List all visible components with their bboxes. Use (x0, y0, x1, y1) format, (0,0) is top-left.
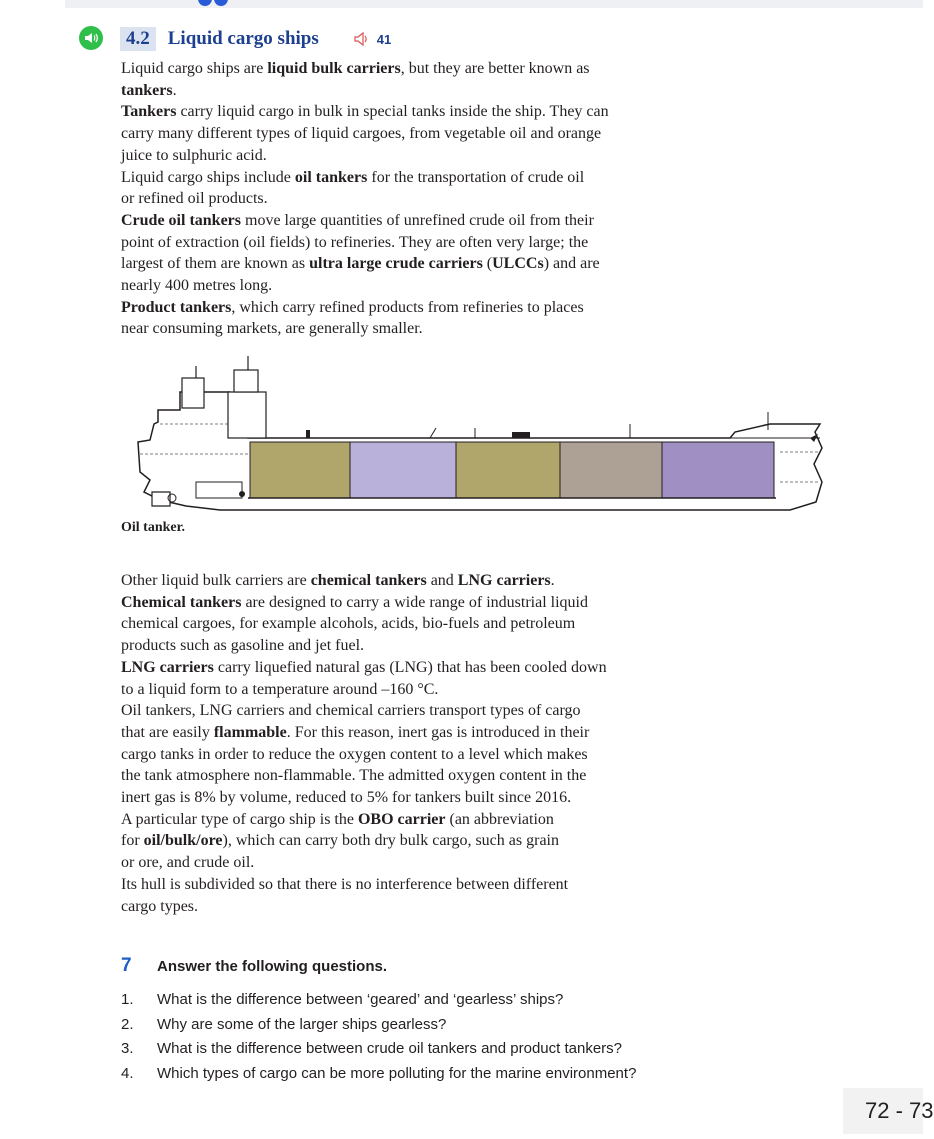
text-run: Oil tankers, LNG carriers and chemical carriers transport types of cargo (121, 702, 581, 720)
text-run: carry liquefied natural gas (LNG) that has been cooled down (213, 658, 607, 676)
section-heading (120, 26, 391, 52)
key-term: LNG carriers (121, 658, 214, 676)
text-run: nearly 400 metres long. (121, 277, 273, 295)
audio-track[interactable] (353, 32, 391, 47)
question-item (121, 1037, 641, 1062)
intro-paragraph (121, 167, 656, 210)
key-term: oil/bulk/ore (143, 832, 223, 850)
text-run: products such as gasoline and jet fuel. (121, 637, 365, 655)
text-run: to a liquid form to a temperature around –160 °C. (121, 680, 439, 698)
key-term: ultra large crude carriers (309, 255, 483, 273)
text-run: ( (482, 255, 493, 273)
intro-paragraph (121, 210, 656, 297)
exercise-heading (121, 955, 387, 977)
body-text (121, 570, 656, 917)
body2-paragraph (121, 657, 656, 700)
question-number: 1. (121, 991, 134, 1008)
key-term: flammable (213, 723, 287, 741)
section-number: 4.2 (120, 27, 156, 51)
text-run: are designed to carry a wide range of industrial liquid (241, 593, 588, 611)
text-run: that are easily (121, 723, 214, 741)
text-run: cargo tanks in order to reduce the oxygen content to a level which makes (121, 745, 588, 763)
text-run: near consuming markets, are generally smaller. (121, 320, 423, 338)
text-run: . For this reason, inert gas is introduced in their (286, 723, 590, 741)
nav-dot (214, 0, 228, 6)
key-term: OBO carrier (357, 810, 446, 828)
left-margin (0, 0, 65, 1139)
question-text: What is the difference between crude oil tankers and product tankers? (157, 1040, 622, 1057)
exercise-number: 7 (121, 955, 132, 976)
oil-tanker-figure (130, 352, 840, 518)
text-run: , which carry refined products from refineries to places (231, 298, 584, 316)
text-run: . (550, 572, 555, 589)
text-run: carry many different types of liquid cargoes, from vegetable oil and orange (121, 125, 602, 143)
text-run: inert gas is 8% by volume, reduced to 5% for tankers built since 2016. (121, 789, 572, 807)
text-run: Other liquid bulk carriers are (121, 572, 311, 589)
body2-paragraph (121, 570, 656, 592)
question-item (121, 1013, 641, 1038)
text-run: ), which can carry both dry bulk cargo, such as grain (222, 832, 559, 850)
text-run: Liquid cargo ships are (121, 60, 268, 77)
figure-caption: Oil tanker. (121, 520, 186, 535)
question-number: 4. (121, 1064, 134, 1082)
cargo-tank-4 (560, 442, 662, 498)
track-number: 41 (376, 31, 392, 47)
top-strip (0, 0, 923, 8)
text-run: carry liquid cargo in bulk in special tanks inside the ship. They can (176, 103, 609, 121)
text-run: or refined oil products. (121, 190, 268, 208)
cargo-tank-3 (456, 442, 560, 498)
body2-paragraph (121, 700, 656, 809)
exercise-title: Answer the following questions. (157, 958, 388, 975)
text-run: chemical cargoes, for example alcohols, acids, bio-fuels and petroleum (121, 615, 576, 633)
page-number: 72 - 73 (843, 1088, 923, 1134)
body2-paragraph (121, 592, 656, 657)
intro-paragraph (121, 297, 656, 340)
text-run: ) and are (543, 255, 600, 273)
question-item (121, 1062, 641, 1087)
cargo-tank-2 (350, 442, 456, 498)
cargo-tank-5 (662, 442, 774, 498)
text-run: Liquid cargo ships include (121, 168, 295, 186)
body2-paragraph (121, 874, 656, 917)
question-number: 2. (121, 1015, 134, 1033)
speaker-icon (84, 32, 98, 44)
text-run: largest of them are known as (121, 255, 310, 273)
cargo-tank-1 (250, 442, 350, 498)
text-run: (an abbreviation (445, 810, 554, 828)
key-term: Product tankers (121, 298, 232, 316)
text-run: move large quantities of unrefined crude oil from their (241, 211, 594, 229)
key-term: Tankers (121, 103, 177, 121)
question-list (121, 988, 641, 1086)
key-term: oil tankers (294, 168, 368, 186)
question-text: Why are some of the larger ships gearless? (157, 1015, 447, 1033)
intro-paragraph (121, 58, 656, 101)
key-term: LNG carriers (457, 572, 551, 589)
text-run: point of extraction (oil fields) to refineries. They are often very large; the (121, 233, 589, 251)
text-run: Its hull is subdivided so that there is no interference between different (121, 875, 569, 893)
key-term: Crude oil tankers (121, 211, 241, 229)
text-run: A particular type of cargo ship is the (121, 810, 358, 828)
body2-paragraph (121, 809, 656, 874)
question-text: What is the difference between ‘geared’ and ‘gearless’ ships? (157, 991, 564, 1008)
text-run: . (172, 81, 177, 99)
text-run: for (121, 832, 144, 850)
oil-tanker-illustration (130, 352, 840, 518)
section-title: Liquid cargo ships (167, 28, 319, 49)
key-term: chemical tankers (310, 572, 427, 589)
intro-text (121, 58, 656, 340)
key-term: Chemical tankers (121, 593, 242, 611)
key-term: liquid bulk carriers (267, 60, 401, 77)
audio-track-icon (353, 32, 371, 46)
text-run: or ore, and crude oil. (121, 854, 255, 872)
question-number: 3. (121, 1040, 134, 1057)
text-run: for the transportation of crude oil (367, 168, 585, 186)
text-run: and (426, 572, 458, 589)
text-run: , but they are better known as (400, 60, 590, 77)
intro-paragraph (121, 101, 656, 166)
question-item (121, 988, 641, 1013)
key-term: tankers (121, 81, 173, 99)
text-run: cargo types. (121, 897, 199, 915)
text-run: the tank atmosphere non-flammable. The admitted oxygen content in the (121, 767, 587, 785)
audio-play-button[interactable] (79, 26, 103, 50)
nav-dot (198, 0, 212, 6)
key-term: ULCCs (492, 255, 544, 273)
question-text: Which types of cargo can be more polluting for the marine environment? (157, 1064, 637, 1082)
text-run: juice to sulphuric acid. (121, 146, 267, 164)
